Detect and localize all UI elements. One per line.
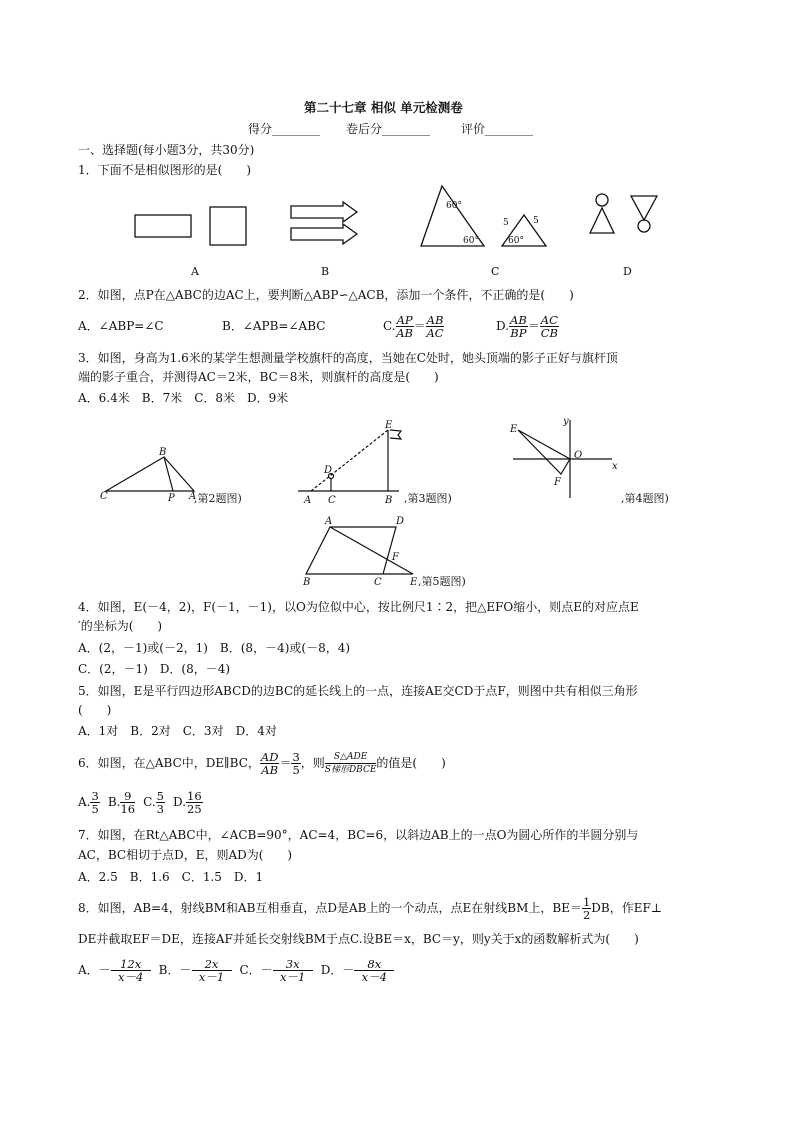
q2-c-prefix: C.	[383, 319, 396, 333]
fig3-label-b: B	[385, 495, 393, 506]
q6-c-prefix: C.	[143, 795, 156, 809]
q2-d-frac2	[540, 314, 559, 339]
numerator: 9	[120, 790, 135, 803]
after-class-score-label: 卷后分________	[346, 122, 431, 136]
q2-choice-d	[496, 309, 559, 343]
denominator: 5	[292, 762, 300, 777]
numerator: AD	[260, 749, 279, 764]
figures-row-1	[0, 410, 794, 510]
numerator: AB	[510, 312, 527, 327]
numerator: 3x	[273, 958, 313, 971]
denominator: x－1	[280, 969, 306, 984]
fig3-label-d: D	[324, 465, 333, 476]
question-8-line-2: DE并截取EF＝DE，连接AF并延长交射线BM于点C.设BE＝x，BC＝y，则y关于x的函数解析式为( )	[78, 932, 639, 946]
denominator: x－1	[198, 969, 225, 984]
question-3-line-1: 3．如图，身高为1.6米的某学生想测量学校旗杆的高度，当她在C处时，她头顶端的影子正好与旗杆顶	[78, 351, 618, 365]
fig-d-circle-bottom	[638, 220, 650, 232]
q8-text-pre: 8．如图，AB=4，射线BM和AB互相垂直，点D是AB上的一个动点，点E在射线BM上，BE＝	[78, 901, 582, 915]
fig5-label-a: A	[325, 516, 333, 527]
fig4-label-x: x	[612, 461, 618, 472]
fig5-label-e: E	[410, 577, 418, 588]
q6-text-post: 的值是( )	[376, 756, 446, 770]
q6-frac-area-ratio	[325, 751, 377, 776]
numerator: 5	[156, 788, 164, 803]
section-heading: 一、选择题(每小题3分，共30分)	[78, 143, 255, 157]
option-label-a: A	[191, 265, 199, 278]
fig4-label-o: O	[574, 450, 583, 461]
numerator: AP	[396, 312, 413, 327]
fig4-label-f: F	[554, 477, 561, 488]
equals: ＝	[279, 756, 292, 770]
denominator: 25	[187, 801, 202, 816]
denominator: CB	[540, 325, 558, 340]
q8-frac-half	[582, 896, 591, 921]
fig5-label-d: D	[396, 516, 405, 527]
q6-frac-3-5	[291, 751, 300, 776]
q2-choice-c	[383, 309, 444, 343]
figure-5	[0, 510, 794, 595]
numerator: 1	[582, 894, 591, 909]
equals: ＝	[527, 319, 540, 333]
fig-d-triangle-up	[590, 208, 614, 233]
q8-c-prefix: C．－	[239, 963, 273, 977]
q6-d-prefix: D.	[173, 795, 187, 809]
numerator: 3	[292, 749, 300, 764]
question-7-line-1: 7．如图，在Rt△ABC中，∠ACB=90°，AC=4，BC=6，以斜边AB上的一点O为圆心所作的半圆分别与	[78, 828, 639, 842]
q6-a-prefix: A.	[78, 795, 91, 809]
fig3-label-e: E	[385, 420, 393, 431]
question-1: 1．下面不是相似图形的是( )	[78, 163, 251, 177]
question-8-line-1	[78, 890, 662, 926]
fig-d-circle-top	[596, 194, 608, 206]
question-3-line-2: 端的影子重合，并测得AC＝2米，BC＝8米，则旗杆的高度是( )	[78, 370, 439, 384]
fig-b-arrow-bottom	[291, 224, 357, 244]
fig3-flag	[390, 430, 401, 439]
fig5-label-c: C	[374, 577, 382, 588]
q8-a-frac	[111, 958, 151, 983]
numerator: 8x	[354, 958, 394, 971]
score-label: 得分________	[248, 122, 321, 136]
q7-choices: A．2.5 B．1.6 C．1.5 D．1	[78, 870, 264, 884]
fig5-parallelogram	[306, 527, 396, 574]
denominator: x－4	[118, 969, 144, 984]
q6-choices	[78, 784, 203, 820]
question-4-line-2: ′的坐标为( )	[78, 619, 163, 633]
fig3-label-a: A	[304, 495, 312, 506]
numerator: 3	[91, 788, 99, 803]
fig-b-arrow-top	[291, 202, 357, 222]
fig3-shadow-line	[311, 430, 388, 491]
q6-text-mid: ，则	[300, 756, 325, 770]
numerator: AC	[540, 312, 558, 327]
q6-text-pre: 6．如图，在△ABC中，DE∥BC，	[78, 756, 260, 770]
numerator: 2x	[192, 958, 232, 971]
fig-c-angle-bottom: 60°	[463, 236, 479, 246]
denominator: S梯形DBCE	[324, 764, 377, 775]
q4-choices-cd: C．(2，－1) D．(8，－4)	[78, 662, 231, 676]
option-label-d: D	[623, 265, 632, 278]
q8-d-frac	[354, 958, 394, 983]
numerator: AB	[426, 312, 444, 327]
q2-d-frac1	[509, 314, 528, 339]
fig2-caption: ,第2题图)	[194, 492, 242, 505]
option-label-c: C	[491, 265, 500, 278]
q2-choice-a: A．∠ABP=∠C	[78, 319, 164, 333]
q6-a-frac	[90, 790, 99, 815]
fig-c-side-left: 5	[503, 218, 509, 228]
denominator: 3	[156, 801, 164, 816]
equals: ＝	[413, 319, 426, 333]
q8-c-frac	[273, 958, 313, 983]
denominator: BP	[510, 325, 527, 340]
option-label-b: B	[321, 265, 330, 278]
q6-b-frac	[120, 790, 135, 815]
q1-figures	[0, 180, 794, 280]
denominator: AB	[261, 762, 279, 777]
denominator: 5	[91, 801, 99, 816]
fig4-caption: ,第4题图)	[621, 492, 669, 505]
fig4-label-y: y	[563, 416, 569, 427]
fig-a-rect-wide	[135, 215, 191, 237]
denominator: 16	[120, 801, 136, 816]
evaluation-label: 评价________	[461, 122, 534, 136]
fig5-caption: ,第5题图)	[418, 575, 466, 588]
question-2: 2．如图，点P在△ABC的边AC上，要判断△ABP∽△ACB，添加一个条件，不正确的是( )	[78, 288, 574, 302]
q2-d-prefix: D.	[496, 319, 510, 333]
fig4-label-e: E	[510, 424, 518, 435]
question-7-line-2: AC，BC相切于点D，E，则AD为( )	[78, 848, 293, 862]
question-4-line-1: 4．如图，E(－4，2)，F(－1，－1)，以O为位似中心，按比例尺1∶2，把△EFO缩小，则点E的对应点E	[78, 600, 639, 614]
denominator: AB	[396, 325, 413, 340]
q4-choices-ab: A．(2，－1)或(－2，1) B．(8，－4)或(－8，4)	[78, 641, 351, 655]
question-5-line-2: ( )	[78, 703, 112, 717]
denominator: AC	[426, 325, 444, 340]
fig2-label-p: P	[168, 493, 175, 504]
fig5-segment-ae	[330, 527, 413, 574]
fig2-triangle	[106, 457, 194, 491]
q6-frac-ad-ab	[260, 751, 280, 776]
q6-d-frac	[186, 790, 203, 815]
fig2-label-c: C	[100, 491, 108, 502]
q3-choices: A．6.4米 B．7米 C．8米 D．9米	[78, 391, 289, 405]
denominator: x－4	[361, 969, 387, 984]
fig3-caption: ,第3题图)	[404, 492, 452, 505]
fig5-label-f: F	[392, 552, 399, 563]
q2-c-frac1	[396, 314, 414, 339]
q8-b-frac	[192, 958, 232, 983]
q5-choices: A．1对 B．2对 C．3对 D．4对	[78, 724, 277, 738]
numerator: S△ADE	[325, 751, 377, 764]
q6-c-frac	[156, 790, 165, 815]
fig2-label-a: A	[189, 491, 197, 502]
fig2-label-b: B	[159, 447, 167, 458]
q8-a-prefix: A．－	[78, 963, 111, 977]
fig-c-angle-top: 60°	[446, 201, 462, 211]
fig4-triangle-efo	[518, 430, 570, 474]
denominator: 2	[582, 907, 591, 922]
page-title: 第二十七章 相似 单元检测卷	[304, 100, 463, 115]
numerator: 16	[187, 788, 202, 803]
q2-c-frac2	[426, 314, 445, 339]
q8-text-post: DB，作EF⊥	[591, 901, 663, 915]
q6-b-prefix: B.	[107, 795, 121, 809]
question-5-line-1: 5．如图，E是平行四边形ABCD的边BC的延长线上的一点，连接AE交CD于点F，则图中共有相似三角形	[78, 684, 638, 698]
fig-c-angle-small: 60°	[508, 236, 524, 246]
fig-c-side-right: 5	[533, 216, 539, 226]
question-6	[78, 745, 446, 781]
fig3-label-c: C	[328, 495, 336, 506]
q8-b-prefix: B．－	[158, 963, 192, 977]
q8-d-prefix: D．－	[320, 963, 355, 977]
q8-choices	[78, 952, 394, 988]
numerator: 12x	[111, 958, 151, 971]
fig5-label-b: B	[303, 577, 311, 588]
q2-choice-b: B．∠APB=∠ABC	[222, 319, 326, 333]
fig-a-rect-square	[210, 207, 246, 245]
fig-d-triangle-down	[631, 196, 657, 220]
